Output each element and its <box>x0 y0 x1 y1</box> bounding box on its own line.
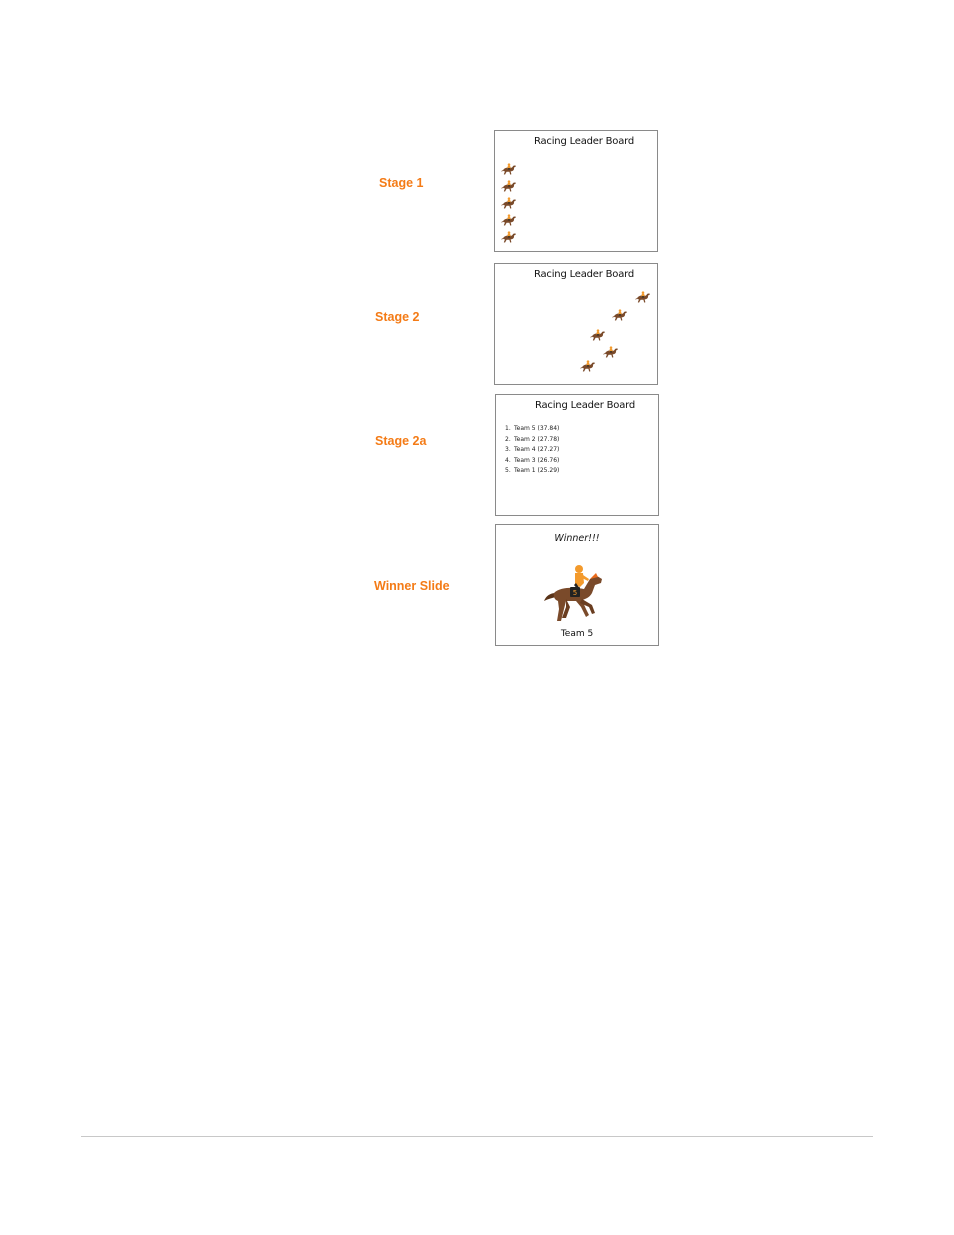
racehorse-jockey-icon <box>501 229 517 245</box>
racehorse-jockey-icon <box>542 563 608 625</box>
racehorse-jockey-icon <box>501 195 517 211</box>
stage-2a-label: Stage 2a <box>375 434 427 448</box>
stage-2-label: Stage 2 <box>375 310 420 324</box>
list-item: 4. Team 3 (26.76) <box>505 456 560 464</box>
winner-slide <box>495 524 659 646</box>
footer-divider <box>81 1136 873 1137</box>
stage-1-slide <box>494 130 658 252</box>
stage-2-slide <box>494 263 658 385</box>
jockey-number: 5 <box>572 589 578 597</box>
stage-2a-slide <box>495 394 659 516</box>
racehorse-jockey-icon <box>501 212 517 228</box>
list-item: 1. Team 5 (37.84) <box>505 425 560 432</box>
racehorse-jockey-icon <box>612 307 628 323</box>
racehorse-jockey-icon <box>635 289 651 305</box>
winner-team: Team 5 <box>560 629 594 639</box>
list-item: 2. Team 2 (27.78) <box>505 435 560 443</box>
racehorse-jockey-icon <box>501 161 517 177</box>
winner-slide-label: Winner Slide <box>374 579 450 593</box>
slide-title: Racing Leader Board <box>534 400 636 411</box>
ranking-list <box>505 424 559 477</box>
racehorse-jockey-icon <box>580 358 596 374</box>
slide-title: Racing Leader Board <box>533 269 635 280</box>
list-item: 5. Team 1 (25.29) <box>505 467 560 474</box>
racehorse-jockey-icon <box>590 327 606 343</box>
winner-title: Winner!!! <box>554 533 600 544</box>
racehorse-jockey-icon <box>603 344 619 360</box>
list-item: 3. Team 4 (27.27) <box>505 446 560 453</box>
slide-title: Racing Leader Board <box>533 136 635 147</box>
stage-1-label: Stage 1 <box>379 176 424 190</box>
racehorse-jockey-icon <box>501 178 517 194</box>
